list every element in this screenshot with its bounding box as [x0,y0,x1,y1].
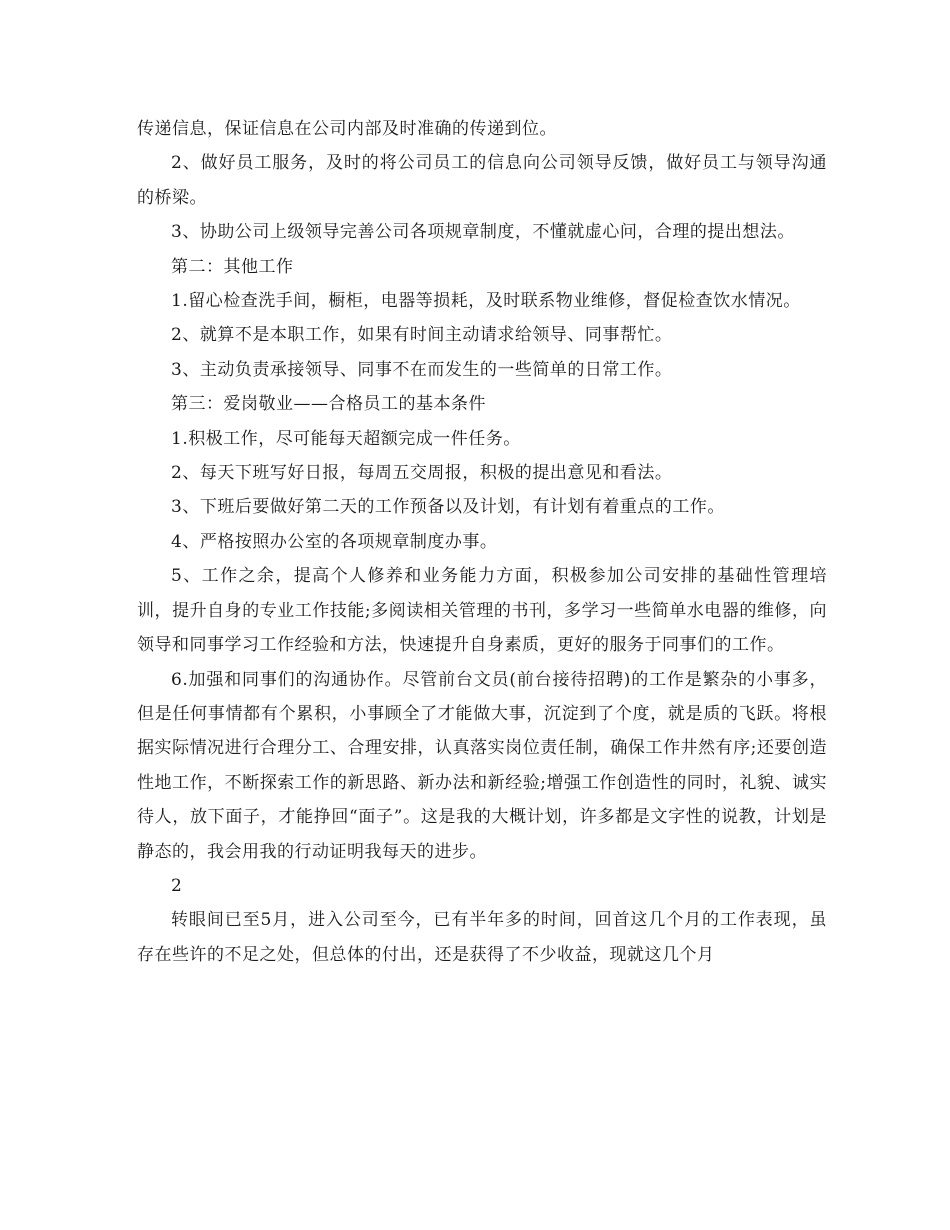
paragraph-item-4-regulations: 4、严格按照办公室的各项规章制度办事。 [171,531,498,552]
section-heading-other-work: 第二：其他工作 [171,256,294,277]
section-number: 2 [171,875,183,896]
paragraph-continuation: 传递信息，保证信息在公司内部及时准确的传递到位。 [137,119,557,139]
document-body [137,112,827,972]
paragraph-item-2-service: 2、做好员工服务，及时的将公司员工的信息向公司领导反馈，做好员工与领导沟通的桥梁。 [137,153,827,208]
paragraph-summary-intro: 转眼间已至5月，进入公司至今，已有半年多的时间，回首这几个月的工作表现，虽存在些许的不足之处，但总体的付出，还是获得了不少收益，现就这几个月 [137,910,827,965]
paragraph-item-1-tasks: 1.积极工作，尽可能每天超额完成一件任务。 [171,428,521,449]
paragraph-item-2-reports: 2、每天下班写好日报，每周五交周报，积极的提出意见和看法。 [171,463,673,484]
paragraph-item-1-inspection: 1.留心检查洗手间，橱柜，电器等损耗，及时联系物业维修，督促检查饮水情况。 [171,291,801,312]
paragraph-item-3-daily-work: 3、主动负责承接领导、同事不在而发生的一些简单的日常工作。 [171,359,673,380]
paragraph-item-2-help: 2、就算不是本职工作，如果有时间主动请求给领导、同事帮忙。 [171,325,673,346]
paragraph-item-3-planning: 3、下班后要做好第二天的工作预备以及计划，有计划有着重点的工作。 [171,497,725,518]
paragraph-item-6-collaboration: 6.加强和同事们的沟通协作。尽管前台文员(前台接待招聘)的工作是繁杂的小事多，但是任何事情都有个累积，小事顾全了才能做大事，沉淀到了个度，就是质的飞跃。将根据实际情况进行合理分工、合理安排，认真落实岗位责任制，确保工作井然有序;还要创造性地工作，不断探索工作的新思路、新办法和新经验;增强工作创造性的同时，礼貌、诚实待人，放下面子，才能挣回“面子”。这是我的大概计划，许多都是文字性的说教，计划是静态的，我会用我的行动证明我每天的进步。 [137,669,827,862]
section-heading-dedication: 第三：爱岗敬业——合格员工的基本条件 [171,394,486,415]
paragraph-item-5-training: 5、工作之余，提高个人修养和业务能力方面，积极参加公司安排的基础性管理培训，提升自身的专业工作技能;多阅读相关管理的书刊，多学习一些简单水电器的维修，向领导和同事学习工作经验和方法，快速提升自身素质，更好的服务于同事们的工作。 [137,566,827,656]
paragraph-item-3-rules: 3、协助公司上级领导完善公司各项规章制度，不懂就虚心问，合理的提出想法。 [171,222,795,243]
